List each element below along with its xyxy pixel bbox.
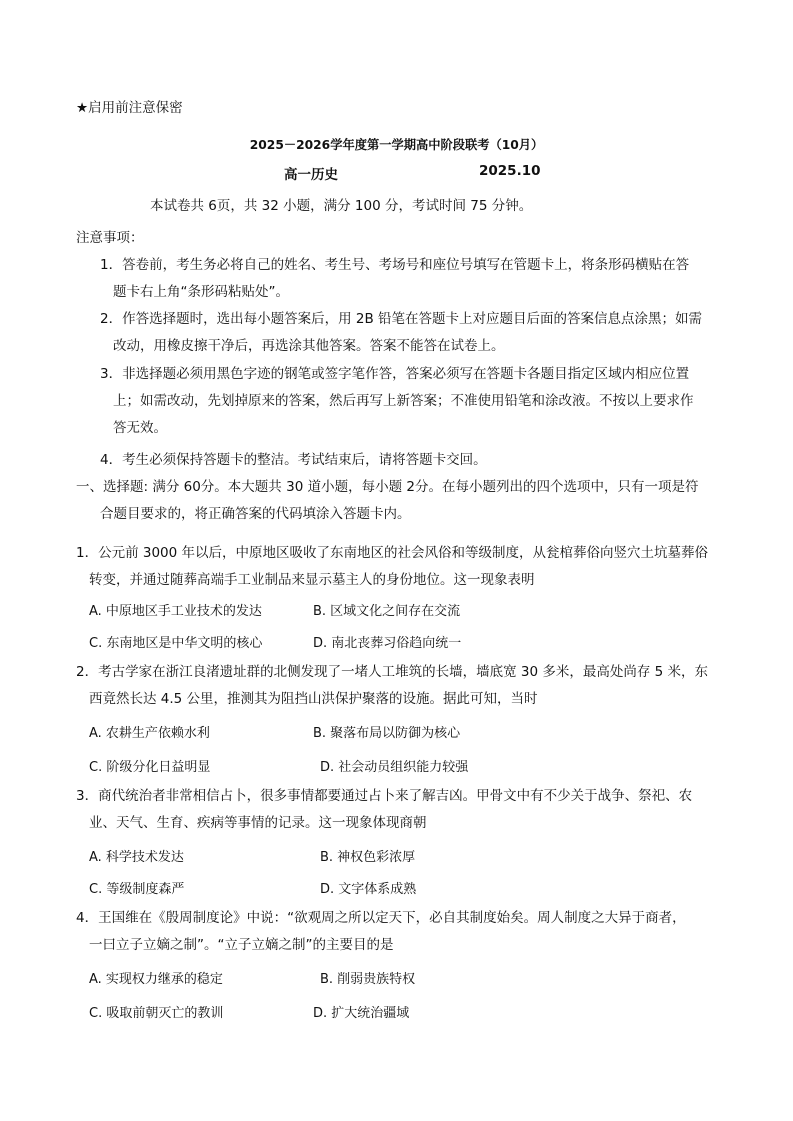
option-b: B. 聚落布局以防御为核心: [313, 726, 461, 741]
notice-item-continued: 改动，用橡皮擦干净后，再选涂其他答案。答案不能答在试卷上。: [113, 338, 505, 354]
notice-item: 1．答卷前，考生务必将自己的姓名、考生号、考场号和座位号填写在管题卡上，将条形码横贴在答: [100, 257, 690, 273]
section-heading-continued: 合题目要求的，将正确答案的代码填涂入答题卡内。: [100, 506, 411, 522]
question-stem-continued: 转变，并通过随葬高端手工业制品来显示墓主人的身份地位。这一现象表明: [89, 572, 535, 588]
confidential-label: ★启用前注意保密: [76, 100, 183, 116]
question-stem: 1．公元前 3000 年以后，中原地区吸收了东南地区的社会风俗和等级制度，从瓮棺葬俗向竖穴土坑墓葬俗: [76, 545, 709, 561]
option-d: D. 文字体系成熟: [320, 882, 417, 897]
exam-title: 2025－2026学年度第一学期高中阶段联考（10月）: [249, 138, 544, 152]
notice-item: 2．作答选择题时，选出每小题答案后，用 2B 铅笔在答题卡上对应题目后面的答案信息点涂黑；如需: [100, 311, 703, 327]
option-c: C. 吸取前朝灭亡的教训: [89, 1006, 224, 1021]
notice-item-continued: 上；如需改动，先划掉原来的答案，然后再写上新答案；不准使用铅笔和涂改液。不按以上要求作: [113, 393, 694, 409]
option-d: D. 南北丧葬习俗趋向统一: [313, 636, 462, 651]
exam-intro: 本试卷共 6页，共 32 小题，满分 100 分，考试时间 75 分钟。: [150, 198, 533, 214]
option-a: A. 科学技术发达: [89, 850, 184, 865]
question-stem: 2．考古学家在浙江良渚遗址群的北侧发现了一堵人工堆筑的长墙，墙底宽 30 多米，最高处尚存 5 米，东: [76, 664, 709, 680]
option-d: D. 扩大统治疆域: [313, 1006, 410, 1021]
notice-item-continued: 题卡右上角“条形码粘贴处”。: [113, 284, 289, 300]
question-stem-continued: 业、天气、生育、疾病等事情的记录。这一现象体现商朝: [89, 815, 427, 831]
option-b: B. 区域文化之间存在交流: [313, 604, 461, 619]
option-b: B. 削弱贵族特权: [320, 972, 416, 987]
notice-item: 4．考生必须保持答题卡的整洁。考试结束后，请将答题卡交回。: [100, 452, 487, 468]
option-d: D. 社会动员组织能力较强: [320, 760, 469, 775]
option-a: A. 农耕生产依赖水利: [89, 726, 210, 741]
notice-item-continued: 答无效。: [113, 420, 167, 436]
option-b: B. 神权色彩浓厚: [320, 850, 416, 865]
section-heading: 一、选择题: 满分 60分。本大题共 30 道小题，每小题 2分。在每小题列出的四个选项中，只有一项是符: [76, 479, 699, 495]
exam-date: 2025.10: [479, 163, 541, 179]
question-stem: 4．王国维在《殷周制度论》中说：“欲观周之所以定天下，必自其制度始矣。周人制度之大异于商者，: [76, 910, 686, 926]
option-a: A. 实现权力继承的稳定: [89, 972, 223, 987]
question-stem-continued: 一曰立子立嫡之制”。“立子立嫡之制”的主要目的是: [89, 937, 394, 953]
option-c: C. 等级制度森严: [89, 882, 185, 897]
subject-label: 高一历史: [284, 167, 338, 183]
notice-title: 注意事项：: [76, 230, 144, 246]
question-stem-continued: 西竟然长达 4.5 公里，推测其为阻挡山洪保护聚落的设施。据此可知，当时: [89, 691, 538, 707]
option-c: C. 阶级分化日益明显: [89, 760, 211, 775]
option-c: C. 东南地区是中华文明的核心: [89, 636, 263, 651]
option-a: A. 中原地区手工业技术的发达: [89, 604, 262, 619]
question-stem: 3．商代统治者非常相信占卜，很多事情都要通过占卜来了解吉凶。甲骨文中有不少关于战争、祭祀、农: [76, 788, 693, 804]
notice-item: 3．非选择题必须用黑色字迹的钢笔或签字笔作答，答案必须写在答题卡各题目指定区域内相应位置: [100, 366, 690, 382]
